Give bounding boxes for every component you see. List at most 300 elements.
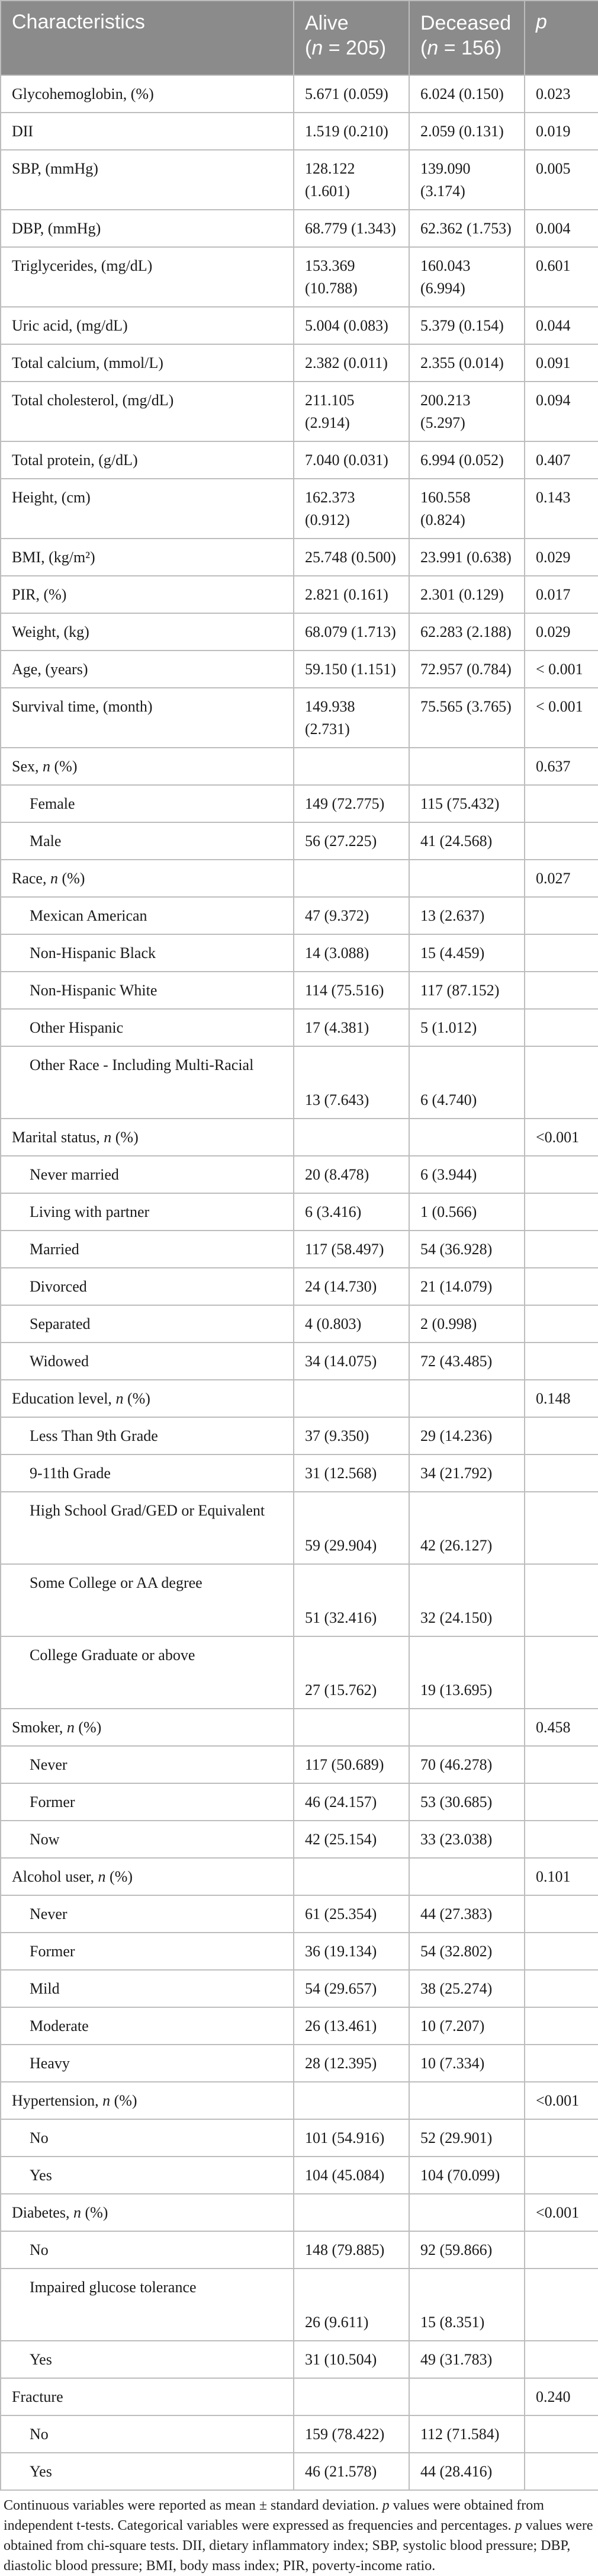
deceased-value <box>409 2194 525 2231</box>
p-value <box>525 1821 598 1858</box>
p-value: 0.027 <box>525 860 598 897</box>
alive-value: 17 (4.381) <box>294 1009 409 1046</box>
alive-value <box>294 1380 409 1417</box>
row-label: Total cholesterol, (mg/dL) <box>1 382 294 441</box>
deceased-value: 6 (4.740) <box>409 1046 525 1119</box>
alive-value: 5.004 (0.083) <box>294 307 409 344</box>
row-label: Heavy <box>1 2045 294 2082</box>
table-row <box>1 576 598 613</box>
p-value: 0.407 <box>525 441 598 479</box>
deceased-value: 2.355 (0.014) <box>409 344 525 382</box>
p-value: 0.637 <box>525 748 598 785</box>
p-value: 0.148 <box>525 1380 598 1417</box>
p-value <box>525 1046 598 1119</box>
alive-value <box>294 2378 409 2415</box>
table-row <box>1 651 598 688</box>
row-label: Alcohol user, n (%) <box>1 1858 294 1895</box>
row-label: Female <box>1 785 294 822</box>
p-value <box>525 2007 598 2045</box>
deceased-value: 62.283 (2.188) <box>409 613 525 651</box>
row-label: Never <box>1 1895 294 1933</box>
row-label: Weight, (kg) <box>1 613 294 651</box>
table-body <box>1 75 598 2490</box>
p-value <box>525 1636 598 1709</box>
table-row-subcategory <box>1 1417 598 1454</box>
alive-value: 2.382 (0.011) <box>294 344 409 382</box>
p-value: 0.017 <box>525 576 598 613</box>
deceased-value: 54 (32.802) <box>409 1933 525 1970</box>
p-value <box>525 1343 598 1380</box>
row-label: BMI, (kg/m²) <box>1 539 294 576</box>
p-value: 0.004 <box>525 210 598 247</box>
row-label: Impaired glucose tolerance <box>1 2269 294 2341</box>
p-value: <0.001 <box>525 2082 598 2119</box>
alive-value: 14 (3.088) <box>294 934 409 972</box>
deceased-value <box>409 1709 525 1746</box>
p-value <box>525 2045 598 2082</box>
deceased-value: 139.090 (3.174) <box>409 150 525 210</box>
table-row <box>1 688 598 748</box>
table-row-subcategory <box>1 1046 598 1119</box>
deceased-value <box>409 860 525 897</box>
row-label: Race, n (%) <box>1 860 294 897</box>
alive-value: 68.779 (1.343) <box>294 210 409 247</box>
row-label: Male <box>1 822 294 860</box>
deceased-value: 32 (24.150) <box>409 1564 525 1636</box>
table-row <box>1 479 598 539</box>
alive-value: 46 (21.578) <box>294 2453 409 2490</box>
table-row-subcategory <box>1 2119 598 2157</box>
p-value <box>525 1783 598 1821</box>
deceased-value: 19 (13.695) <box>409 1636 525 1709</box>
table-row <box>1 382 598 441</box>
alive-value: 42 (25.154) <box>294 1821 409 1858</box>
alive-value: 20 (8.478) <box>294 1156 409 1193</box>
deceased-value: 5 (1.012) <box>409 1009 525 1046</box>
deceased-value: 1 (0.566) <box>409 1193 525 1231</box>
p-value: < 0.001 <box>525 651 598 688</box>
table-row <box>1 75 598 113</box>
alive-value: 31 (10.504) <box>294 2341 409 2378</box>
p-value <box>525 934 598 972</box>
table-row <box>1 1709 598 1746</box>
n-symbol: n <box>50 870 58 887</box>
row-label: DBP, (mmHg) <box>1 210 294 247</box>
table-row <box>1 539 598 576</box>
deceased-value: 2.301 (0.129) <box>409 576 525 613</box>
p-value: 0.094 <box>525 382 598 441</box>
alive-value: 25.748 (0.500) <box>294 539 409 576</box>
table-row-subcategory <box>1 1970 598 2007</box>
table-row <box>1 344 598 382</box>
alive-value <box>294 860 409 897</box>
table-row <box>1 748 598 785</box>
alive-value: 148 (79.885) <box>294 2231 409 2269</box>
table-row-subcategory <box>1 972 598 1009</box>
p-value <box>525 897 598 934</box>
deceased-value: 75.565 (3.765) <box>409 688 525 748</box>
row-label: SBP, (mmHg) <box>1 150 294 210</box>
p-value: 0.044 <box>525 307 598 344</box>
table-row-subcategory <box>1 2269 598 2341</box>
deceased-value: 2 (0.998) <box>409 1305 525 1343</box>
table-row-subcategory <box>1 1156 598 1193</box>
deceased-value: 54 (36.928) <box>409 1231 525 1268</box>
row-label: Living with partner <box>1 1193 294 1231</box>
table-row <box>1 613 598 651</box>
p-value <box>525 1492 598 1564</box>
table-row-subcategory <box>1 2231 598 2269</box>
alive-value: 149.938 (2.731) <box>294 688 409 748</box>
deceased-value: 70 (46.278) <box>409 1746 525 1783</box>
table-row-subcategory <box>1 1564 598 1636</box>
row-label: Former <box>1 1783 294 1821</box>
row-label: Married <box>1 1231 294 1268</box>
alive-value: 28 (12.395) <box>294 2045 409 2082</box>
p-value <box>525 2453 598 2490</box>
alive-value: 162.373 (0.912) <box>294 479 409 539</box>
table-row <box>1 247 598 307</box>
row-label: Diabetes, n (%) <box>1 2194 294 2231</box>
alive-value: 31 (12.568) <box>294 1454 409 1492</box>
p-value: 0.023 <box>525 75 598 113</box>
table-row-subcategory <box>1 2341 598 2378</box>
table-row-subcategory <box>1 934 598 972</box>
row-label: Other Hispanic <box>1 1009 294 1046</box>
p-value: 0.101 <box>525 1858 598 1895</box>
deceased-value: 41 (24.568) <box>409 822 525 860</box>
p-value <box>525 1231 598 1268</box>
deceased-value: 38 (25.274) <box>409 1970 525 2007</box>
row-label: Total protein, (g/dL) <box>1 441 294 479</box>
p-value: < 0.001 <box>525 688 598 748</box>
row-label: Yes <box>1 2341 294 2378</box>
deceased-value: 52 (29.901) <box>409 2119 525 2157</box>
alive-value: 56 (27.225) <box>294 822 409 860</box>
deceased-value: 34 (21.792) <box>409 1454 525 1492</box>
alive-value: 47 (9.372) <box>294 897 409 934</box>
deceased-value: 62.362 (1.753) <box>409 210 525 247</box>
p-value <box>525 1454 598 1492</box>
alive-value: 27 (15.762) <box>294 1636 409 1709</box>
row-label: Less Than 9th Grade <box>1 1417 294 1454</box>
row-label: Age, (years) <box>1 651 294 688</box>
row-label: Never married <box>1 1156 294 1193</box>
row-label: Hypertension, n (%) <box>1 2082 294 2119</box>
row-label: Survival time, (month) <box>1 688 294 748</box>
row-label: Divorced <box>1 1268 294 1305</box>
deceased-value: 44 (28.416) <box>409 2453 525 2490</box>
table-row <box>1 113 598 150</box>
alive-value: 149 (72.775) <box>294 785 409 822</box>
table-row-subcategory <box>1 1454 598 1492</box>
alive-value: 117 (50.689) <box>294 1746 409 1783</box>
table-row-subcategory <box>1 2007 598 2045</box>
alive-value <box>294 748 409 785</box>
header-deceased <box>409 1 525 75</box>
row-label: No <box>1 2415 294 2453</box>
deceased-value: 23.991 (0.638) <box>409 539 525 576</box>
p-value <box>525 1895 598 1933</box>
row-label: DII <box>1 113 294 150</box>
alive-value: 114 (75.516) <box>294 972 409 1009</box>
p-value: 0.240 <box>525 2378 598 2415</box>
n-symbol: n <box>102 2092 111 2109</box>
table-row-subcategory <box>1 1821 598 1858</box>
p-value <box>525 1970 598 2007</box>
table-row-subcategory <box>1 1933 598 1970</box>
table-row-subcategory <box>1 1783 598 1821</box>
deceased-value: 6.024 (0.150) <box>409 75 525 113</box>
alive-value: 4 (0.803) <box>294 1305 409 1343</box>
table-row <box>1 1858 598 1895</box>
table-row-subcategory <box>1 2157 598 2194</box>
p-value: 0.458 <box>525 1709 598 1746</box>
row-label: Other Race - Including Multi-Racial <box>1 1046 294 1119</box>
deceased-value: 15 (8.351) <box>409 2269 525 2341</box>
p-value <box>525 1268 598 1305</box>
p-value <box>525 2415 598 2453</box>
header-deceased-label: Deceased <box>420 12 512 34</box>
n-symbol: n <box>43 758 50 775</box>
p-value <box>525 2119 598 2157</box>
deceased-value: 21 (14.079) <box>409 1268 525 1305</box>
p-value <box>525 2231 598 2269</box>
row-label: Separated <box>1 1305 294 1343</box>
row-label: Never <box>1 1746 294 1783</box>
row-label: Smoker, n (%) <box>1 1709 294 1746</box>
alive-value <box>294 2194 409 2231</box>
table-row-subcategory <box>1 1009 598 1046</box>
table-row <box>1 2194 598 2231</box>
row-label: College Graduate or above <box>1 1636 294 1709</box>
row-label: Education level, n (%) <box>1 1380 294 1417</box>
p-value <box>525 2341 598 2378</box>
table-row-subcategory <box>1 897 598 934</box>
table-row <box>1 2378 598 2415</box>
alive-value: 26 (13.461) <box>294 2007 409 2045</box>
alive-value: 153.369 (10.788) <box>294 247 409 307</box>
table-row <box>1 1119 598 1156</box>
table-row-subcategory <box>1 1268 598 1305</box>
alive-value: 51 (32.416) <box>294 1564 409 1636</box>
deceased-value: 15 (4.459) <box>409 934 525 972</box>
table-row-subcategory <box>1 2415 598 2453</box>
deceased-value: 49 (31.783) <box>409 2341 525 2378</box>
row-label: Total calcium, (mmol/L) <box>1 344 294 382</box>
alive-value: 59.150 (1.151) <box>294 651 409 688</box>
deceased-value: 29 (14.236) <box>409 1417 525 1454</box>
table-row-subcategory <box>1 785 598 822</box>
deceased-value <box>409 1380 525 1417</box>
deceased-value: 112 (71.584) <box>409 2415 525 2453</box>
p-value: <0.001 <box>525 1119 598 1156</box>
row-label: Sex, n (%) <box>1 748 294 785</box>
deceased-value: 160.043 (6.994) <box>409 247 525 307</box>
alive-value: 1.519 (0.210) <box>294 113 409 150</box>
alive-value: 54 (29.657) <box>294 1970 409 2007</box>
p-value: 0.029 <box>525 539 598 576</box>
deceased-value <box>409 1119 525 1156</box>
alive-value: 59 (29.904) <box>294 1492 409 1564</box>
table-row <box>1 150 598 210</box>
p-value <box>525 2157 598 2194</box>
table-row <box>1 210 598 247</box>
table-row-subcategory <box>1 822 598 860</box>
alive-value: 211.105 (2.914) <box>294 382 409 441</box>
row-label: Yes <box>1 2157 294 2194</box>
deceased-value: 53 (30.685) <box>409 1783 525 1821</box>
p-value: <0.001 <box>525 2194 598 2231</box>
row-label: Some College or AA degree <box>1 1564 294 1636</box>
n-symbol: n <box>73 2204 81 2221</box>
header-p: p <box>525 1 598 75</box>
header-deceased-n: (n = 156) <box>420 37 502 59</box>
row-label: 9-11th Grade <box>1 1454 294 1492</box>
p-value: 0.601 <box>525 247 598 307</box>
n-symbol: n <box>104 1129 112 1146</box>
table-header-row <box>1 1 598 75</box>
row-label: Uric acid, (mg/dL) <box>1 307 294 344</box>
p-value <box>525 822 598 860</box>
n-symbol: n <box>115 1390 124 1407</box>
alive-value <box>294 1709 409 1746</box>
table-footnote: Continuous variables were reported as mean ± standard deviation. p values were obtained from independent t-tests. Categorical variables were expressed as frequencies and percentages. p values were obtained from chi-square tests. DII, dietary inflammatory index; SBP, systolic blood pressure; DBP, diastolic blood pressure; BMI, body mass index; PIR, poverty-income ratio. <box>4 2498 593 2574</box>
row-label: Moderate <box>1 2007 294 2045</box>
header-alive-label: Alive <box>305 12 349 34</box>
row-label: Non-Hispanic Black <box>1 934 294 972</box>
row-label: Now <box>1 1821 294 1858</box>
p-value: 0.019 <box>525 113 598 150</box>
p-value: 0.091 <box>525 344 598 382</box>
p-value: 0.029 <box>525 613 598 651</box>
deceased-value: 117 (87.152) <box>409 972 525 1009</box>
alive-value: 128.122 (1.601) <box>294 150 409 210</box>
alive-value <box>294 1119 409 1156</box>
p-value <box>525 1009 598 1046</box>
deceased-value: 33 (23.038) <box>409 1821 525 1858</box>
deceased-value: 104 (70.099) <box>409 2157 525 2194</box>
row-label: Yes <box>1 2453 294 2490</box>
deceased-value: 72 (43.485) <box>409 1343 525 1380</box>
alive-value: 61 (25.354) <box>294 1895 409 1933</box>
table-row <box>1 2082 598 2119</box>
alive-value: 104 (45.084) <box>294 2157 409 2194</box>
header-characteristics: Characteristics <box>1 1 294 75</box>
row-label: Widowed <box>1 1343 294 1380</box>
deceased-value: 160.558 (0.824) <box>409 479 525 539</box>
alive-value <box>294 1858 409 1895</box>
deceased-value: 200.213 (5.297) <box>409 382 525 441</box>
row-label: Mexican American <box>1 897 294 934</box>
deceased-value: 2.059 (0.131) <box>409 113 525 150</box>
p-value: 0.143 <box>525 479 598 539</box>
alive-value <box>294 2082 409 2119</box>
p-value <box>525 972 598 1009</box>
deceased-value <box>409 1858 525 1895</box>
table-row <box>1 860 598 897</box>
p-value <box>525 785 598 822</box>
table-row-subcategory <box>1 1636 598 1709</box>
deceased-value: 92 (59.866) <box>409 2231 525 2269</box>
row-label: Mild <box>1 1970 294 2007</box>
alive-value: 5.671 (0.059) <box>294 75 409 113</box>
p-value <box>525 1193 598 1231</box>
alive-value: 36 (19.134) <box>294 1933 409 1970</box>
n-symbol: n <box>98 1868 106 1885</box>
table-row-subcategory <box>1 1492 598 1564</box>
n-symbol: n <box>66 1719 75 1736</box>
p-value <box>525 1564 598 1636</box>
header-alive-n: (n = 205) <box>305 37 387 59</box>
p-value <box>525 1417 598 1454</box>
row-label: Height, (cm) <box>1 479 294 539</box>
row-label: PIR, (%) <box>1 576 294 613</box>
p-value <box>525 1156 598 1193</box>
table-row-subcategory <box>1 2453 598 2490</box>
header-alive <box>294 1 409 75</box>
deceased-value: 6 (3.944) <box>409 1156 525 1193</box>
row-label: No <box>1 2119 294 2157</box>
deceased-value: 10 (7.334) <box>409 2045 525 2082</box>
deceased-value <box>409 2082 525 2119</box>
p-value <box>525 1746 598 1783</box>
row-label: Non-Hispanic White <box>1 972 294 1009</box>
deceased-value: 5.379 (0.154) <box>409 307 525 344</box>
row-label: Fracture <box>1 2378 294 2415</box>
table-row-subcategory <box>1 2045 598 2082</box>
alive-value: 2.821 (0.161) <box>294 576 409 613</box>
deceased-value: 115 (75.432) <box>409 785 525 822</box>
deceased-value: 13 (2.637) <box>409 897 525 934</box>
alive-value: 159 (78.422) <box>294 2415 409 2453</box>
alive-value: 13 (7.643) <box>294 1046 409 1119</box>
row-label: No <box>1 2231 294 2269</box>
deceased-value <box>409 748 525 785</box>
row-label: Former <box>1 1933 294 1970</box>
row-label: Glycohemoglobin, (%) <box>1 75 294 113</box>
alive-value: 6 (3.416) <box>294 1193 409 1231</box>
alive-value: 24 (14.730) <box>294 1268 409 1305</box>
deceased-value: 72.957 (0.784) <box>409 651 525 688</box>
p-value <box>525 1933 598 1970</box>
table-row-subcategory <box>1 1746 598 1783</box>
p-value <box>525 1305 598 1343</box>
row-label: High School Grad/GED or Equivalent <box>1 1492 294 1564</box>
deceased-value: 6.994 (0.052) <box>409 441 525 479</box>
row-label: Marital status, n (%) <box>1 1119 294 1156</box>
alive-value: 46 (24.157) <box>294 1783 409 1821</box>
table-row-subcategory <box>1 1231 598 1268</box>
table-row-subcategory <box>1 1305 598 1343</box>
alive-value: 101 (54.916) <box>294 2119 409 2157</box>
deceased-value: 44 (27.383) <box>409 1895 525 1933</box>
table-row <box>1 1380 598 1417</box>
deceased-value: 42 (26.127) <box>409 1492 525 1564</box>
alive-value: 68.079 (1.713) <box>294 613 409 651</box>
table-row <box>1 441 598 479</box>
alive-value: 7.040 (0.031) <box>294 441 409 479</box>
alive-value: 117 (58.497) <box>294 1231 409 1268</box>
p-value: 0.005 <box>525 150 598 210</box>
table-row-subcategory <box>1 1895 598 1933</box>
deceased-value <box>409 2378 525 2415</box>
alive-value: 37 (9.350) <box>294 1417 409 1454</box>
table-row <box>1 307 598 344</box>
p-value <box>525 2269 598 2341</box>
alive-value: 34 (14.075) <box>294 1343 409 1380</box>
row-label: Triglycerides, (mg/dL) <box>1 247 294 307</box>
